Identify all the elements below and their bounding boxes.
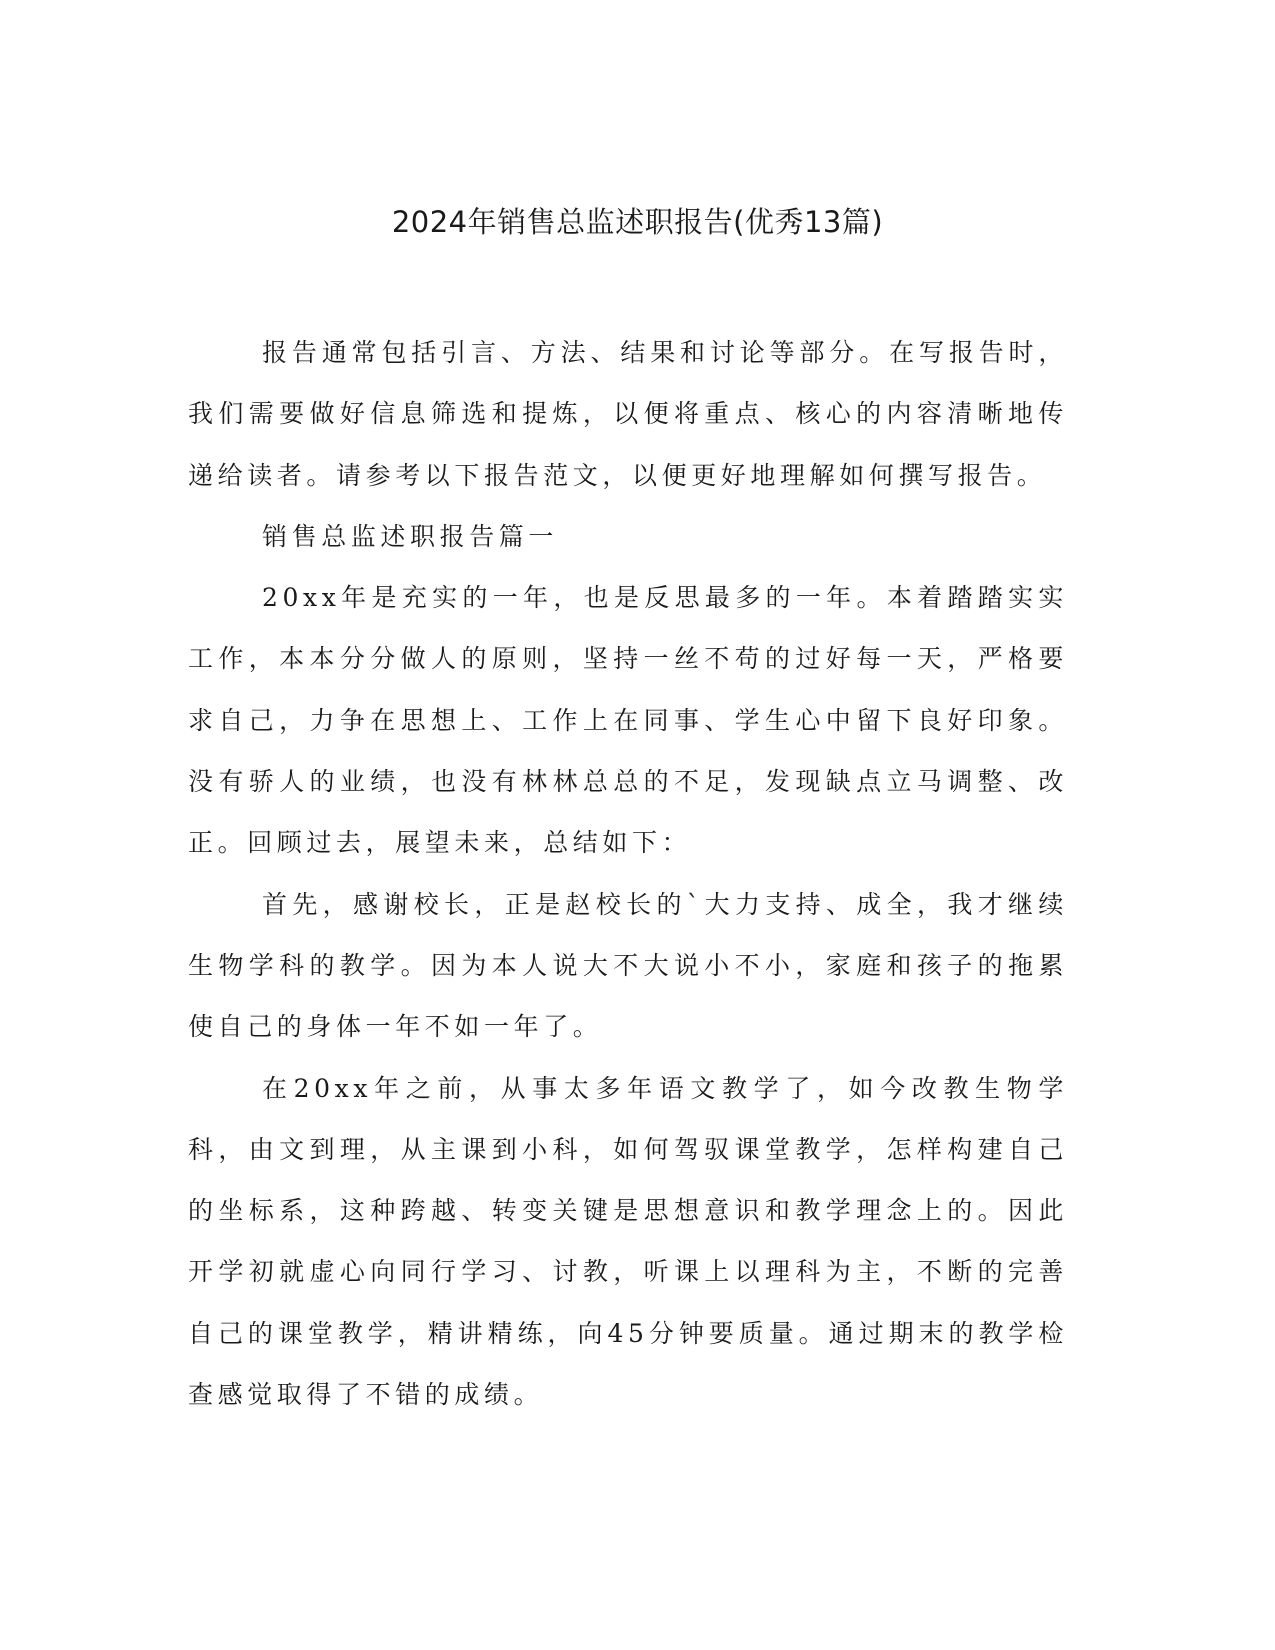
intro-paragraph: 报告通常包括引言、方法、结果和讨论等部分。在写报告时，我们需要做好信息筛选和提炼，以便将重点、核心的内容清晰地传递给读者。请参考以下报告范文，以便更好地理解如何撰写报告。 — [188, 338, 1068, 490]
body-paragraph: 20xx年是充实的一年，也是反思最多的一年。本着踏踏实实工作，本本分分做人的原则，坚持一丝不苟的过好每一天，严格要求自己，力争在思想上、工作上在同事、学生心中留下良好印象。没有骄人的业绩，也没有林林总总的不足，发现缺点立马调整、改正。回顾过去，展望未来，总结如下： — [188, 583, 1068, 858]
body-paragraph: 在20xx年之前，从事太多年语文教学了，如今改教生物学科，由文到理，从主课到小科，如何驾驭课堂教学，怎样构建自己的坐标系，这种跨越、转变关键是思想意识和教学理念上的。因此开学初就虚心向同行学习、讨教，听课上以理科为主，不断的完善自己的课堂教学，精讲精练，向45分钟要质量。通过期末的教学检查感觉取得了不错的成绩。 — [188, 1073, 1068, 1410]
body-paragraph: 首先，感谢校长，正是赵校长的`大力支持、成全，我才继续生物学科的教学。因为本人说大不大说小不小，家庭和孩子的拖累使自己的身体一年不如一年了。 — [188, 889, 1068, 1042]
document-body — [188, 322, 1068, 1425]
document-title: 2024年销售总监述职报告(优秀13篇) — [391, 205, 884, 239]
section-heading: 销售总监述职报告篇一 — [262, 521, 559, 551]
